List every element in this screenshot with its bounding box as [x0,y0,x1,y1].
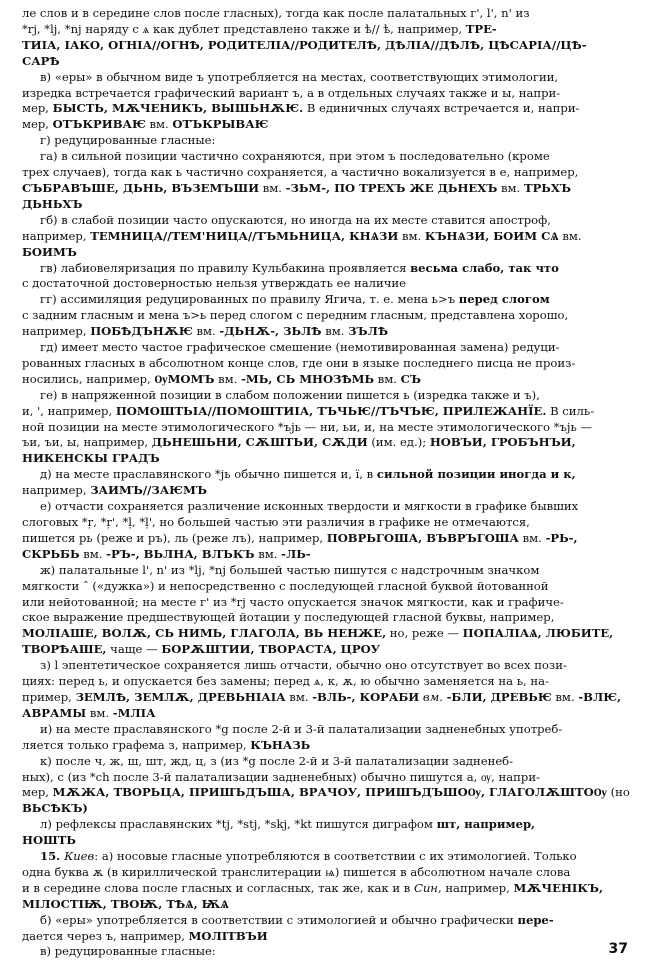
text-line [22,388,632,404]
text-segment: вм. [192,324,220,339]
text-segment: слоговых *ṛ, *ṛ', *ḷ, *ḷ', но большей частью эти различия в графике не отмечаются, [22,515,530,529]
text-line [22,245,632,261]
text-line [22,817,632,833]
old-slavonic-example: ПОПАЛІАѦ, ЛЮБИТЕ, [462,626,614,641]
text-segment: ъи, ъи, ы, например, [22,435,152,450]
old-slavonic-example: весьма слабо, так что [410,260,559,275]
text-line [22,70,632,86]
text-segment: к) после ч, ж, ш, шт, жд, ц, з (из *g после 2-й и 3-й палатализации задненеб- [40,753,514,768]
text-line [22,340,632,356]
text-segment: но, реже — [386,626,463,641]
text-line [22,499,632,515]
old-slavonic-example: СЪ [400,371,421,386]
text-line [22,308,632,324]
text-segment: и) на месте праславянского *g после 2-й и 3-й палатализации задненебных употреб- [40,721,563,736]
text-segment: д) на месте праславянского *jь обычно пишется и, ї, в [40,467,377,482]
text-segment: вм. [285,689,313,704]
text-segment: и в середине слова после гласных и согласных, так же, как и в [22,880,414,895]
old-slavonic-example: сильной позиции иногда и к, [376,467,576,482]
text-segment: мягкости ˆ («дужка») и непосредственно с последующей гласной буквой йотованной [22,578,549,593]
text-line [22,451,632,467]
text-segment: вм. [145,117,173,132]
text-segment: циях: перед ь, и опускается без замены; перед ѧ, к, ѫ, ю обычно заменяется на ь, на- [22,674,549,689]
old-slavonic-example: НОВЪИ, ГРОБЪНЪИ, [429,435,576,450]
text-line [22,229,632,245]
text-line [22,801,632,817]
old-slavonic-example: ОТЪКРИВАѤ [52,117,146,132]
text-segment: например, [22,483,91,498]
text-segment: ге) в напряженной позиции в слабом положении пишется ь (изредка также и ъ), [40,387,540,402]
text-segment: мер, [22,101,53,116]
old-slavonic-example: СКРЬБЬ [22,546,80,561]
old-slavonic-example: ПОВРЬГОША, ВЪВРЪГОША [326,530,519,545]
old-slavonic-example: -ДЬНѪ-, ЗЬЛѢ [219,324,322,339]
old-slavonic-example: -ЛЬ- [281,546,311,561]
text-line [22,197,632,213]
old-slavonic-example: ДЬНЕШЬНИ, СѪШТЬИ, СѪДИ [151,435,368,450]
old-slavonic-example: ОТЪКРЫВАѤ [172,117,269,132]
text-segment: вм. [259,180,286,195]
text-line [22,722,632,738]
text-line [22,690,632,706]
old-slavonic-example: КЪНАЗЬ [250,737,311,752]
text-line [22,356,632,372]
text-segment: или нейотованной; на месте г' из *rj часто опускается значок мягкости, как и графиче- [22,594,564,609]
text-line [22,658,632,674]
text-segment: трех случаев), тогда как ь частично сохраняется, а частично вокализуется в е, например, [22,165,579,180]
old-slavonic-example: ЗЕМЛѢ, ЗЕМЛѪ, ДРЕВЬНІАІА [75,689,286,704]
text-line [22,770,632,786]
text-segment: е) отчасти сохраняется различение исконных твердости и мягкости в графике бывших [40,499,579,514]
old-slavonic-example: НОШТЬ [22,833,76,848]
text-segment: гв) лабиовеляризация по правилу Кульбакина проявляется [40,260,411,275]
italic-term: Киев [64,849,95,864]
text-line [22,515,632,531]
text-line [22,531,632,547]
old-slavonic-example: -РЬ-, [545,530,578,545]
text-segment: вм. [86,705,113,720]
text-segment: вм. [398,228,425,243]
text-line [22,610,632,626]
text-segment: гд) имеет место частое графическое смешение (немотивированная замена) редуци- [40,340,560,355]
text-segment: ной позиции на месте этимологического *ъjь — ни, ьи, и, на месте этимологического *ъjь — [22,419,593,434]
text-line [22,785,632,801]
text-segment: вм. [321,324,349,339]
text-line [22,133,632,149]
text-segment: л) рефлексы праславянских *tj, *stj, *skj, *kt пишутся диграфом [40,817,437,832]
text-segment: гб) в слабой позиции часто опускаются, но иногда на их месте ставится апостроф, [40,212,551,227]
old-slavonic-example: перед слогом [458,292,550,307]
text-line [22,642,632,658]
old-slavonic-example: МѪЧЕНІКЪ, [513,880,604,895]
text-body [22,6,632,960]
text-line [22,738,632,754]
text-line [22,276,632,292]
old-slavonic-example: БЫСТЬ, МѪЧЕНИКЪ, ВЫШЬНѪѤ. [52,101,304,116]
page-number: 37 [608,941,628,957]
old-slavonic-example: ПОМОШТЬІА//ПОМОШТИІА, ТЪЧЬѤ//ТЪЧЪѤ, ПРИЛЕЖАНЇЕ. [115,403,547,418]
italic-term: Син [413,880,438,895]
text-segment: В единичных случаях встречается и, напри- [303,101,580,116]
old-slavonic-example: ТЕМНИЦА//ТЕМ'НИЦА//ТЪМЬНИЦА, КНѦЗИ [90,228,399,243]
old-slavonic-example: ТРЕ- [465,21,497,36]
old-slavonic-example: МѪЖА, ТВОРЬЦА, ПРИШЪДЪША, ВРАЧОУ, ПРИШЪДЪШОѸ, ГЛАГОЛѪШТОѸ [52,785,607,800]
text-line [22,881,632,897]
old-slavonic-example: БОИМЪ [22,244,77,259]
old-slavonic-example: ЗАИМЪ//ЗАѤМЪ [90,483,207,498]
text-line [22,261,632,277]
text-line [22,579,632,595]
text-line [22,292,632,308]
old-slavonic-example: КЪНѦЗИ, БОИМ СѦ [424,228,559,243]
text-segment: ле слов и в середине слов после гласных), тогда как после палатальных г', l', n' из [22,6,530,20]
old-slavonic-example: ТРЬХЪ [523,180,571,195]
text-segment: вм. [214,371,242,386]
old-slavonic-example: 15. [40,849,65,864]
text-line [22,547,632,563]
text-segment: например, [22,324,91,339]
text-segment: г) редуцированные гласные: [40,133,216,148]
old-slavonic-example: ВЬСѢКЪ) [22,801,88,816]
old-slavonic-example: ТИІА, ІАКО, ОГНІА//ОГНѢ, РОДИТЕЛІА//РОДИТЕЛѢ, ДѢЛІА//ДѢЛѢ, ЦѢСАРІА//ЦѢ- [22,37,587,52]
text-segment: и, ', например, [22,403,116,418]
text-segment: носились, например, [22,371,155,386]
text-segment: В силь- [546,403,595,418]
text-line [22,754,632,770]
text-line [22,38,632,54]
old-slavonic-example: -МЬ, СЬ МНОЗѢМЬ [241,371,375,386]
text-line [22,165,632,181]
text-line [22,913,632,929]
text-segment: пишется рь (реже и ръ), ль (реже лъ), например, [22,530,327,545]
text-segment: вм. [558,228,582,243]
text-segment: с достаточной достоверностью нельзя утверждать ее наличие [22,276,406,291]
text-segment: ных), с (из *ch после 3-й палатализации задненебных) обычно пишутся а, ѹ, напри- [22,769,540,784]
text-segment: мер, [22,785,53,800]
old-slavonic-example: НИКЕНСКЫ ГРАДЪ [22,451,160,466]
italic-term: вм. [419,689,447,704]
text-line [22,865,632,881]
old-slavonic-example: ДЬНЬХЪ [22,196,83,211]
text-segment: рованных гласных в абсолютном конце слов, где они в языке последнего писца не произ- [22,355,576,370]
text-line [22,626,632,642]
old-slavonic-example: -БЛИ, ДРЕВЬѤ [446,689,552,704]
old-slavonic-example: МІЛОСТІѬ, ТВОѬ, ТѢѦ, ѬѦ [22,896,229,911]
text-line [22,483,632,499]
text-segment: (но [606,785,630,800]
text-segment: вм. [79,546,107,561]
text-segment: га) в сильной позиции частично сохраняются, при этом ъ последовательно (кроме [40,149,550,164]
text-line [22,595,632,611]
text-line [22,929,632,945]
text-line [22,22,632,38]
text-line [22,86,632,102]
old-slavonic-example: АВРАМЫ [22,705,87,720]
text-line [22,372,632,388]
text-line [22,6,632,22]
text-line [22,467,632,483]
text-line [22,435,632,451]
text-segment: дается через ъ, например, [22,928,189,943]
text-segment: с задним гласным и мена ъ>ь перед слогом с передним гласным, представлена хорошо, [22,308,569,323]
old-slavonic-example: ЗЪЛѢ [348,324,389,339]
text-line [22,420,632,436]
text-segment: вм. [374,371,401,386]
old-slavonic-example: -ЗЬМ-, ПО ТРЕХЪ ЖЕ ДЬНЕХЪ [285,180,498,195]
text-line [22,674,632,690]
text-line [22,404,632,420]
old-slavonic-example: -ВЛЬ-, КОРАБИ [312,689,420,704]
text-segment: ское выражение предшествующей йотации у последующей гласной буквы, например, [22,610,555,625]
text-line [22,849,632,865]
text-segment: в) «еры» в обычном виде ъ употребляется на местах, соответствующих этимологии, [40,69,559,84]
old-slavonic-example: ѸМОМЪ [154,371,215,386]
old-slavonic-example: МОЛІТВЪИ [188,928,268,943]
old-slavonic-example: -ВЛѤ, [578,689,622,704]
text-segment: изредка встречается графический вариант ъ, а в отдельных случаях также и ы, напри- [22,85,561,100]
text-segment: *rj, *lj, *nj наряду с ѧ как дублет представлено также и ѣ// ѣ, например, [22,21,466,36]
text-line [22,563,632,579]
text-segment: пример, [22,689,76,704]
text-segment: вм. [551,689,579,704]
text-segment: мер, [22,117,53,132]
text-line [22,944,632,960]
text-line [22,213,632,229]
old-slavonic-example: ПОБѢДЪНѪѤ [90,324,193,339]
text-segment: : а) носовые гласные употребляются в соответствии с их этимологией. Только [94,849,577,864]
old-slavonic-example: САРѢ [22,53,60,68]
text-segment: вм. [497,180,524,195]
text-segment: одна буква ѫ (в кириллической транслитерации ѩ) пишется в абсолютном начале слова [22,864,571,879]
text-segment: (им. ед.); [367,435,430,450]
text-line [22,897,632,913]
text-segment: например, [22,228,91,243]
text-segment: вм. [518,530,546,545]
old-slavonic-example: СЪБРАВЪШЕ, ДЬНЬ, ВЪЗЕМЪШИ [22,180,260,195]
text-segment: б) «еры» употребляется в соответствии с этимологией и обычно графически [40,912,518,927]
text-segment: гг) ассимиляция редуцированных по правилу Ягича, т. е. мена ь>ъ [40,292,459,307]
old-slavonic-example: МОЛІАШЕ, ВОЛѪ, СЬ НИМЬ, ГЛАГОЛА, ВЬ НЕНЖЕ, [22,626,387,641]
text-line [22,706,632,722]
old-slavonic-example: -РЪ-, ВЬЛНА, ВЛЪКЪ [106,546,255,561]
old-slavonic-example: -МЛІА [112,705,156,720]
text-line [22,54,632,70]
old-slavonic-example: ТВОРѢАШЕ, [22,642,107,657]
text-segment: вм. [254,546,282,561]
text-line [22,149,632,165]
text-segment: з) l эпентетическое сохраняется лишь отчасти, обычно оно отсутствует во всех пози- [40,658,567,673]
text-segment: чаще — [106,642,162,657]
text-line [22,324,632,340]
text-line [22,117,632,133]
text-line [22,101,632,117]
text-segment: ж) палатальные l', n' из *lj, *nj большей частью пишутся с надстрочным значком [40,562,540,577]
old-slavonic-example: пере- [517,912,554,927]
text-segment: , например, [437,880,514,895]
text-line [22,833,632,849]
old-slavonic-example: БОРѪШТИИ, ТВОРАСТА, ЦРОУ [161,642,381,657]
text-line [22,181,632,197]
old-slavonic-example: шт, например, [436,817,536,832]
text-segment: в) редуцированные гласные: [40,944,216,959]
text-segment: ляется только графема з, например, [22,737,251,752]
